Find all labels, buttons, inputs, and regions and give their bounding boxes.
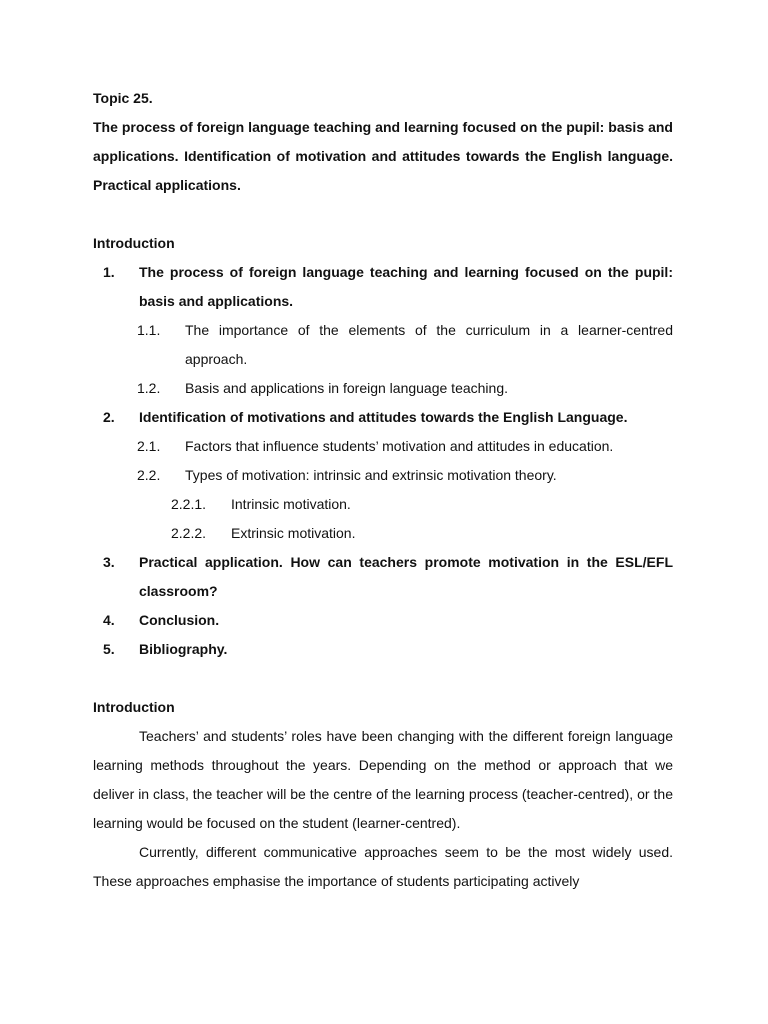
toc-item <box>93 490 673 519</box>
toc-item-number: 2.1. <box>137 438 161 454</box>
toc-item-text: Extrinsic motivation. <box>231 525 356 541</box>
toc-item <box>93 548 673 606</box>
toc-item-text: The importance of the elements of the curriculum in a learner-centred approach. <box>185 322 673 367</box>
toc-item-number: 3. <box>103 554 115 570</box>
topic-label: Topic 25. <box>93 90 153 106</box>
toc-item-text: Factors that influence students’ motivation and attitudes in education. <box>185 438 614 454</box>
toc-item-text: The process of foreign language teaching and learning focused on the pupil: basis and applications. <box>139 264 673 309</box>
toc-item-text: Conclusion. <box>139 612 220 628</box>
body-paragraph: Currently, different communicative approaches seem to be the most widely used. These approaches emphasise the importance of students participating actively <box>93 844 673 889</box>
toc-item <box>93 519 673 548</box>
toc-item-number: 2.2. <box>137 467 161 483</box>
toc-item-number: 1. <box>103 264 115 280</box>
toc-item-number: 1.1. <box>137 322 161 338</box>
toc-item-number: 2.2.2. <box>171 525 207 541</box>
toc-item-text: Bibliography. <box>139 641 228 657</box>
toc-item-text: Practical application. How can teachers promote motivation in the ESL/EFL classroom? <box>139 554 673 599</box>
toc-item <box>93 461 673 490</box>
spacer <box>93 664 673 693</box>
spacer <box>93 200 673 229</box>
document-body <box>93 84 673 896</box>
toc-item-number: 2. <box>103 409 115 425</box>
toc-item-text: Basis and applications in foreign language teaching. <box>185 380 509 396</box>
toc-item-text: Identification of motivations and attitudes towards the English Language. <box>139 409 628 425</box>
toc-item-number: 2.2.1. <box>171 496 207 512</box>
toc-item-text: Types of motivation: intrinsic and extrinsic motivation theory. <box>185 467 557 483</box>
toc-item <box>93 432 673 461</box>
toc-item <box>93 258 673 316</box>
toc-item <box>93 606 673 635</box>
section-heading: Introduction <box>93 699 175 715</box>
toc-item-text: Intrinsic motivation. <box>231 496 351 512</box>
topic-title: The process of foreign language teaching and learning focused on the pupil: basis and applications. Identification of motivation and attitudes towards the English language. Practical applications. <box>93 119 673 193</box>
toc-item-number: 5. <box>103 641 115 657</box>
body-paragraph: Teachers’ and students’ roles have been changing with the different foreign language learning methods throughout the years. Depending on the method or approach that we deliver in class, the teacher will be the centre of the learning process (teacher-centred), or the learning would be focused on the student (learner-centred). <box>93 728 673 831</box>
toc-item <box>93 635 673 664</box>
toc-item-number: 4. <box>103 612 115 628</box>
toc-item <box>93 403 673 432</box>
toc-heading: Introduction <box>93 235 175 251</box>
toc-item <box>93 374 673 403</box>
toc-item <box>93 316 673 374</box>
toc-item-number: 1.2. <box>137 380 161 396</box>
